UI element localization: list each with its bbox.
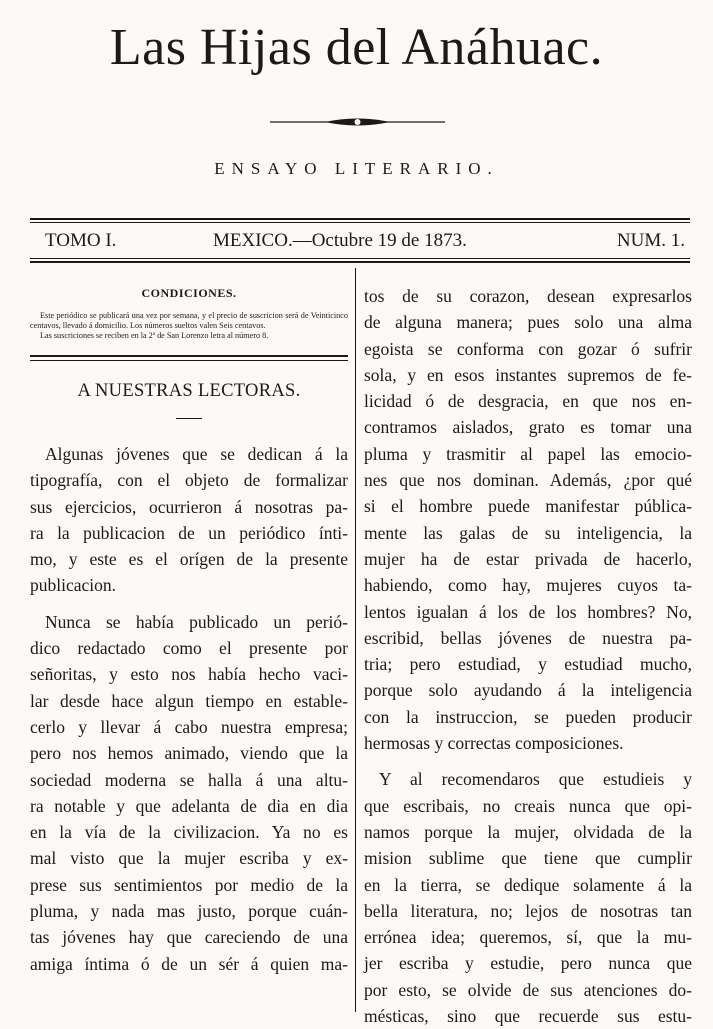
text-line: nes que nos dominan. Además, ¿por qué (364, 470, 692, 491)
header-rule-bottom-thin (30, 258, 690, 259)
text-line: por esto, se olvide de sus atenciones do- (364, 979, 692, 1000)
header-rule-bottom (30, 261, 690, 263)
text-line: sus ejercicios, ocurrieron á nosotras pa- (30, 496, 348, 517)
newspaper-masthead: Las Hijas del Anáhuac. (109, 19, 604, 76)
text-line: ra la publicacion de un periódico ínti- (30, 522, 348, 543)
text-line: pero nos hemos animado, viendo que la (30, 743, 348, 764)
text-line: pluma y trasmitir al papel las emocio- (364, 443, 692, 464)
text-line: lar desde hace algun tiempo en estable- (30, 690, 348, 711)
text-line: sociedad moderna se halla á una altu- (30, 769, 348, 790)
article-title: A NUESTRAS LECTORAS. (77, 381, 301, 401)
text-line: namos porque la mujer, olvidada de la (364, 821, 692, 842)
text-line: porque solo ayudando á la inteligencia (364, 680, 692, 701)
text-line: señoritas, y esto nos había hecho vaci- (30, 664, 348, 685)
issue-info-bar (45, 228, 685, 254)
text-line: prese sus sentimientos por medio de la (30, 874, 348, 895)
article-body-left (30, 441, 348, 977)
issue-number: NUM. 1. (616, 230, 685, 251)
text-line: jer escriba y estudie, pero nunca que (364, 953, 692, 974)
text-line: en la tierra, se dedique solamente á la (364, 874, 692, 895)
text-line: amiga íntima ó de un sér á quien ma- (30, 953, 348, 974)
text-line: tipografía, con el objeto de formalizar (30, 470, 348, 491)
text-line: de alguna manera; pues solo una alma (364, 312, 692, 333)
text-line: sola, y en esos instantes supremos de fe- (364, 364, 692, 385)
text-line: en la vía de la civilizacion. Ya no es (30, 822, 348, 843)
text-line: si el hombre puede manifestar pública- (364, 496, 692, 517)
section-rule-thin (30, 360, 348, 361)
text-line: mision sublime que tiene que cumplir (364, 848, 692, 869)
conditions-box (30, 286, 348, 361)
volume-label: TOMO I. (45, 230, 117, 251)
subtitle: ENSAYO LITERARIO. (214, 159, 499, 178)
ornament-divider (270, 112, 445, 132)
header-rule-top-thin (30, 222, 690, 223)
text-line: pluma, y nada mas justo, porque cuán- (30, 901, 348, 922)
title-rule (176, 418, 202, 419)
dateline: MEXICO.—Octubre 19 de 1873. (213, 230, 467, 251)
left-column (30, 280, 348, 977)
text-line: cerlo y llevar á cabo nuestra empresa; (30, 716, 348, 737)
text-line: tria; pero estudiad, y estudiad mucho, (364, 654, 692, 675)
text-line: escribid, bellas jóvenes de nuestra pa- (364, 627, 692, 648)
text-line: bella literatura, no; lejos de nosotras tan (364, 900, 692, 921)
text-line: contramos aislados, grato es tomar una (364, 417, 692, 438)
conditions-heading: CONDICIONES. (141, 286, 237, 300)
text-line: errónea idea; queremos, sí, que la mu- (364, 927, 692, 948)
text-line: dico redactado como el presente por (30, 638, 348, 659)
text-line: tas jóvenes hay que careciendo de una (30, 927, 348, 948)
text-line: Nunca se había publicado un perió- (45, 611, 348, 632)
conditions-text: Este periódico se publicará una vez por semana, y el precio de suscricion será de Veinticinco centavos, llevado á domicilio. Los números sueltos valen Seis centavos. (30, 311, 348, 330)
text-line: Algunas jóvenes que se dedican á la (45, 444, 348, 464)
text-line: lentos igualan á los de los hombres? No, (364, 601, 692, 622)
text-line: que escribais, no creais nunca que opi- (364, 795, 692, 816)
text-line: licidad ó de desgracia, en que nos en- (364, 391, 692, 412)
text-line: mésticas, sino que recuerde sus estu- (364, 1006, 692, 1027)
section-rule (30, 355, 348, 357)
header-rule-top (30, 218, 690, 220)
text-line: mente las galas de su inteligencia, la (364, 522, 692, 543)
column-divider (355, 268, 356, 1012)
text-line: hermosas y correctas composiciones. (364, 733, 624, 754)
text-line: egoista se conforma con gozar ó sufrir (364, 338, 692, 359)
text-line: mal visto que la mujer escriba y ex- (30, 848, 348, 869)
text-line: publicacion. (30, 575, 117, 596)
text-line: con la instruccion, se pueden producir (364, 706, 692, 727)
text-line: tos de su corazon, desean expresarlos (364, 286, 692, 306)
text-line: mujer ha de estar privada de hacerlo, (364, 548, 692, 569)
text-line: ra notable y que adelanta de dia en dia (30, 795, 348, 816)
right-column (364, 283, 692, 1029)
text-line: Y al recomendaros que estudieis y (379, 769, 692, 790)
conditions-text: Las suscriciones se reciben en la 2ª de San Lorenzo letra al número 8. (40, 331, 269, 340)
text-line: mo, y este es el orígen de la presente (30, 549, 348, 570)
text-line: habiendo, como hay, mujeres cuyos ta- (364, 575, 692, 596)
